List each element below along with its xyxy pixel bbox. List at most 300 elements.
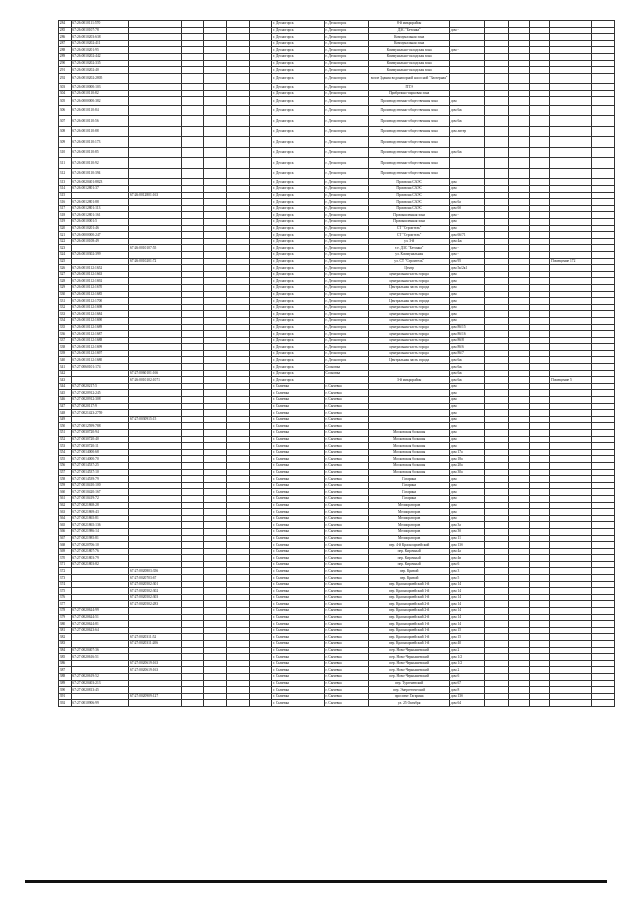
cell-empty bbox=[226, 158, 249, 169]
cell-empty bbox=[249, 641, 272, 648]
cell-empty bbox=[509, 370, 530, 377]
cell-empty bbox=[529, 105, 550, 116]
cell-street: ул. 3-й bbox=[369, 238, 450, 245]
cell-house: дом bbox=[449, 383, 484, 390]
cell-empty bbox=[509, 594, 530, 601]
cell-mun: г. Сычевка bbox=[272, 634, 325, 641]
cell-empty bbox=[591, 271, 614, 278]
cell-mun: г. Сычевка bbox=[272, 608, 325, 615]
cell-empty bbox=[226, 397, 249, 404]
cell-cad2: 67:27:0020619:163 bbox=[129, 667, 182, 674]
table-row bbox=[59, 575, 615, 582]
table-row bbox=[59, 641, 615, 648]
cell-loc: г. Десногорск bbox=[324, 192, 369, 199]
cell-empty bbox=[249, 522, 272, 529]
cell-street: центральная часть города bbox=[369, 311, 450, 318]
cell-mun: г. Сычевка bbox=[272, 489, 325, 496]
cell-empty bbox=[591, 105, 614, 116]
cell-street: центральная часть города bbox=[369, 324, 450, 331]
cell-empty bbox=[249, 84, 272, 91]
cell-empty bbox=[484, 608, 509, 615]
table-row bbox=[59, 621, 615, 628]
cell-cad1 bbox=[71, 416, 129, 423]
cell-cad2 bbox=[129, 469, 182, 476]
cell-empty bbox=[484, 601, 509, 608]
cell-n: 380 bbox=[59, 621, 72, 628]
cell-empty bbox=[591, 575, 614, 582]
cell-mun: г. Десногорск bbox=[272, 90, 325, 97]
cell-empty bbox=[509, 311, 530, 318]
cell-cad2 bbox=[129, 232, 182, 239]
cell-n: 316 bbox=[59, 199, 72, 206]
cell-cad2 bbox=[129, 47, 182, 54]
cell-mun: г. Сычевка bbox=[272, 535, 325, 542]
cell-empty bbox=[204, 423, 227, 430]
cell-house: дом 2 bbox=[449, 667, 484, 674]
cell-empty bbox=[484, 357, 509, 364]
table-row bbox=[59, 199, 615, 206]
cell-empty bbox=[509, 614, 530, 621]
cell-empty bbox=[181, 495, 204, 502]
cell-empty bbox=[226, 324, 249, 331]
cell-loc: г. Сычевка bbox=[324, 548, 369, 555]
cell-empty bbox=[484, 116, 509, 127]
cell-empty bbox=[249, 621, 272, 628]
cell-mun: г. Сычевка bbox=[272, 581, 325, 588]
cell-house: дом 6ж bbox=[449, 357, 484, 364]
table-row bbox=[59, 667, 615, 674]
cell-empty bbox=[204, 251, 227, 258]
cell-n: 333 bbox=[59, 311, 72, 318]
cell-cad2 bbox=[129, 680, 182, 687]
cell-mun: г. Десногорск bbox=[272, 245, 325, 252]
cell-empty bbox=[484, 588, 509, 595]
cell-empty bbox=[529, 298, 550, 305]
cell-empty bbox=[204, 47, 227, 54]
cell-street bbox=[369, 370, 450, 377]
cell-empty bbox=[484, 147, 509, 158]
cell-empty bbox=[181, 568, 204, 575]
cell-empty bbox=[591, 34, 614, 41]
cell-empty bbox=[249, 251, 272, 258]
cell-empty bbox=[226, 542, 249, 549]
cell-empty bbox=[226, 667, 249, 674]
cell-n: 340 bbox=[59, 357, 72, 364]
cell-empty bbox=[484, 469, 509, 476]
table-row bbox=[59, 344, 615, 351]
cell-empty bbox=[249, 238, 272, 245]
cell-street: пер. Красноармейский 1-й bbox=[369, 588, 450, 595]
table-row bbox=[59, 168, 615, 179]
cell-empty bbox=[591, 449, 614, 456]
cell-loc: г. Десногорск bbox=[324, 245, 369, 252]
cell-empty bbox=[509, 489, 530, 496]
cell-n: 306 bbox=[59, 105, 72, 116]
cell-loc: г. Десногорск bbox=[324, 116, 369, 127]
cell-empty bbox=[591, 53, 614, 60]
cell-street: 3-й микрорайон bbox=[369, 377, 450, 384]
cell-empty bbox=[484, 34, 509, 41]
cell-empty bbox=[204, 271, 227, 278]
cell-street: Московская большая bbox=[369, 449, 450, 456]
cell-cad1: 67:26:0010112:1687 bbox=[71, 331, 129, 338]
cell-note bbox=[550, 271, 592, 278]
cell-empty bbox=[226, 370, 249, 377]
cell-loc: г. Десногорск bbox=[324, 331, 369, 338]
cell-empty bbox=[249, 47, 272, 54]
cell-loc: г. Десногорск bbox=[324, 179, 369, 186]
cell-cad2: 67:26:0012801:163 bbox=[129, 192, 182, 199]
cell-note bbox=[550, 317, 592, 324]
cell-empty bbox=[204, 456, 227, 463]
cell-empty bbox=[484, 278, 509, 285]
cell-empty bbox=[529, 84, 550, 91]
cell-empty bbox=[484, 410, 509, 417]
cell-empty bbox=[181, 212, 204, 219]
cell-house: дом bbox=[449, 311, 484, 318]
cell-empty bbox=[249, 647, 272, 654]
cell-cad2: 67:27:0020502:301 bbox=[129, 581, 182, 588]
cell-empty bbox=[249, 73, 272, 84]
cell-street: Производственно-общественная зона bbox=[369, 158, 450, 169]
cell-empty bbox=[204, 693, 227, 700]
cell-n: 355 bbox=[59, 456, 72, 463]
cell-empty bbox=[591, 60, 614, 67]
cell-n: 336 bbox=[59, 331, 72, 338]
cell-house: дом 14 bbox=[449, 614, 484, 621]
cell-empty bbox=[484, 660, 509, 667]
cell-house: дом 1/2 bbox=[449, 654, 484, 661]
cell-empty bbox=[509, 344, 530, 351]
cell-empty bbox=[204, 179, 227, 186]
cell-house: дом 14 bbox=[449, 588, 484, 595]
cell-cad2 bbox=[129, 561, 182, 568]
cell-empty bbox=[484, 423, 509, 430]
cell-mun: г. Сычевка bbox=[272, 627, 325, 634]
cell-empty bbox=[591, 284, 614, 291]
cell-empty bbox=[181, 555, 204, 562]
cell-empty bbox=[181, 601, 204, 608]
cell-empty bbox=[204, 40, 227, 47]
cell-empty bbox=[529, 575, 550, 582]
cell-empty bbox=[204, 654, 227, 661]
cell-empty bbox=[529, 97, 550, 106]
cell-street: Мелиораторов bbox=[369, 528, 450, 535]
cell-mun: г. Десногорск bbox=[272, 47, 325, 54]
cell-note bbox=[550, 647, 592, 654]
table-row bbox=[59, 608, 615, 615]
table-row bbox=[59, 548, 615, 555]
cell-empty bbox=[529, 317, 550, 324]
cell-street: пер. Тургеневский bbox=[369, 680, 450, 687]
cell-house bbox=[449, 90, 484, 97]
cell-loc: г. Сычевка bbox=[324, 555, 369, 562]
cell-empty bbox=[591, 84, 614, 91]
cell-empty bbox=[529, 641, 550, 648]
cell-empty bbox=[181, 53, 204, 60]
cell-cad1: 67:26:0010107:78 bbox=[71, 27, 129, 34]
cell-cad1: 67:27:0020616:51 bbox=[71, 654, 129, 661]
cell-empty bbox=[591, 324, 614, 331]
cell-house: дом bbox=[449, 186, 484, 193]
cell-empty bbox=[529, 34, 550, 41]
cell-empty bbox=[591, 680, 614, 687]
cell-empty bbox=[509, 168, 530, 179]
cell-loc: г. Десногорск bbox=[324, 186, 369, 193]
cell-street: центральная часть города bbox=[369, 350, 450, 357]
cell-empty bbox=[484, 403, 509, 410]
cell-empty bbox=[204, 84, 227, 91]
cell-empty bbox=[509, 462, 530, 469]
cell-empty bbox=[181, 265, 204, 272]
cell-empty bbox=[226, 641, 249, 648]
cell-loc: г. Десногорск bbox=[324, 284, 369, 291]
table-row bbox=[59, 627, 615, 634]
cell-n: 363 bbox=[59, 509, 72, 516]
cell-empty bbox=[484, 47, 509, 54]
cell-note bbox=[550, 528, 592, 535]
cell-empty bbox=[591, 47, 614, 54]
table-row bbox=[59, 687, 615, 694]
cell-note bbox=[550, 304, 592, 311]
cell-n: 322 bbox=[59, 238, 72, 245]
cell-mun: г. Десногорск bbox=[272, 258, 325, 265]
cell-empty bbox=[226, 364, 249, 371]
cell-note bbox=[550, 535, 592, 542]
cell-cad1: 67:26:0010112:1692 bbox=[71, 278, 129, 285]
cell-empty bbox=[529, 390, 550, 397]
cell-n: 352 bbox=[59, 436, 72, 443]
cell-cad1: 67:26:0010112:1689 bbox=[71, 324, 129, 331]
table-row bbox=[59, 337, 615, 344]
cell-empty bbox=[591, 219, 614, 226]
cell-empty bbox=[591, 621, 614, 628]
cell-empty bbox=[181, 324, 204, 331]
cell-cad2 bbox=[129, 673, 182, 680]
cell-empty bbox=[226, 34, 249, 41]
cell-empty bbox=[226, 377, 249, 384]
cell-empty bbox=[249, 147, 272, 158]
cell-loc: г. Сычевка bbox=[324, 601, 369, 608]
cell-empty bbox=[484, 680, 509, 687]
cell-empty bbox=[181, 357, 204, 364]
cell-street: пер. Кирочный bbox=[369, 548, 450, 555]
cell-note bbox=[550, 205, 592, 212]
cell-empty bbox=[509, 116, 530, 127]
cell-empty bbox=[249, 205, 272, 212]
cell-empty bbox=[226, 614, 249, 621]
cell-empty bbox=[204, 588, 227, 595]
cell-empty bbox=[204, 90, 227, 97]
cell-house: дом bbox=[449, 495, 484, 502]
cell-mun: г. Десногорск bbox=[272, 199, 325, 206]
cell-cad2 bbox=[129, 337, 182, 344]
cell-house: дом 6ж bbox=[449, 377, 484, 384]
cell-n: 383 bbox=[59, 641, 72, 648]
cell-street: пер. Красноармейский 1-й bbox=[369, 581, 450, 588]
cell-empty bbox=[529, 548, 550, 555]
cell-cad1: 67:26:0012801:113 bbox=[71, 205, 129, 212]
cell-empty bbox=[509, 647, 530, 654]
cell-mun: г. Десногорск bbox=[272, 364, 325, 371]
cell-empty bbox=[204, 192, 227, 199]
cell-cad2 bbox=[129, 687, 182, 694]
cell-house: дом bbox=[449, 476, 484, 483]
cell-empty bbox=[529, 271, 550, 278]
cell-mun: г. Сычевка bbox=[272, 687, 325, 694]
table-row bbox=[59, 291, 615, 298]
cell-mun: г. Сычевка bbox=[272, 423, 325, 430]
cell-cad2 bbox=[129, 627, 182, 634]
cell-note bbox=[550, 614, 592, 621]
cell-house: дом bbox=[449, 403, 484, 410]
cell-empty bbox=[226, 390, 249, 397]
cell-empty bbox=[249, 350, 272, 357]
cell-street: пер. Красноармейский 2-й bbox=[369, 608, 450, 615]
table-row bbox=[59, 535, 615, 542]
cell-n: 304 bbox=[59, 90, 72, 97]
cell-empty bbox=[181, 73, 204, 84]
cell-cad1 bbox=[71, 581, 129, 588]
cell-note bbox=[550, 436, 592, 443]
cell-house: дом bbox=[449, 502, 484, 509]
cell-cad1: 67:27:0021865:81 bbox=[71, 515, 129, 522]
cell-cad1: 67:26:0010112:1688 bbox=[71, 337, 129, 344]
cell-empty bbox=[226, 634, 249, 641]
cell-house: дом 14 bbox=[449, 608, 484, 615]
cell-street: Промзона САЭС bbox=[369, 199, 450, 206]
cell-cad1: 67:26:0010110:92 bbox=[71, 158, 129, 169]
cell-empty bbox=[509, 225, 530, 232]
cell-empty bbox=[484, 641, 509, 648]
table-row bbox=[59, 482, 615, 489]
cell-note bbox=[550, 495, 592, 502]
cell-empty bbox=[591, 462, 614, 469]
cell-empty bbox=[181, 660, 204, 667]
cell-n: 354 bbox=[59, 449, 72, 456]
cell-loc: г. Десногорск bbox=[324, 40, 369, 47]
cell-mun: г. Десногорск bbox=[272, 168, 325, 179]
cell-cad1: 67:27:0020624:81 bbox=[71, 621, 129, 628]
cell-empty bbox=[181, 614, 204, 621]
cell-empty bbox=[529, 634, 550, 641]
cell-mun: г. Десногорск bbox=[272, 265, 325, 272]
cell-empty bbox=[484, 482, 509, 489]
table-row bbox=[59, 40, 615, 47]
cell-empty bbox=[529, 482, 550, 489]
cell-empty bbox=[529, 403, 550, 410]
cell-n: 331 bbox=[59, 298, 72, 305]
cell-empty bbox=[181, 364, 204, 371]
cell-empty bbox=[529, 304, 550, 311]
cell-empty bbox=[249, 60, 272, 67]
cell-note bbox=[550, 73, 592, 84]
cell-empty bbox=[529, 601, 550, 608]
cell-street: Коммунально-складская зона bbox=[369, 47, 450, 54]
cell-loc: г. Десногорск bbox=[324, 97, 369, 106]
cell-loc: г. Сычевка bbox=[324, 462, 369, 469]
cell-mun: г. Десногорск bbox=[272, 377, 325, 384]
cell-mun: г. Десногорск bbox=[272, 67, 325, 74]
cell-mun: г. Десногорск bbox=[272, 137, 325, 148]
cell-street: ул. Коммунальная bbox=[369, 251, 450, 258]
cell-cad1: 67:26:0012801:88 bbox=[71, 199, 129, 206]
cell-empty bbox=[226, 73, 249, 84]
cell-house: дом bbox=[449, 97, 484, 106]
table-row bbox=[59, 271, 615, 278]
cell-empty bbox=[249, 449, 272, 456]
cell-street: пер. Кривой bbox=[369, 575, 450, 582]
cell-house: дом bbox=[449, 482, 484, 489]
cell-house: дом 30а bbox=[449, 469, 484, 476]
cell-empty bbox=[226, 97, 249, 106]
cell-empty bbox=[181, 238, 204, 245]
cell-empty bbox=[509, 608, 530, 615]
cell-note: Помещение 5 bbox=[550, 377, 592, 384]
cell-cad2 bbox=[129, 700, 182, 707]
cell-cad2 bbox=[129, 186, 182, 193]
table-row bbox=[59, 73, 615, 84]
cell-empty bbox=[249, 311, 272, 318]
cell-empty bbox=[484, 495, 509, 502]
cell-street: Промзона САЭС bbox=[369, 186, 450, 193]
cell-empty bbox=[484, 199, 509, 206]
cell-empty bbox=[484, 324, 509, 331]
cell-empty bbox=[226, 548, 249, 555]
cell-empty bbox=[181, 97, 204, 106]
cell-empty bbox=[591, 67, 614, 74]
cell-n: 359 bbox=[59, 482, 72, 489]
cell-n: 307 bbox=[59, 116, 72, 127]
cell-n: 377 bbox=[59, 601, 72, 608]
cell-empty bbox=[226, 581, 249, 588]
cell-empty bbox=[529, 126, 550, 137]
cell-cad1: 67:26:0010201:46 bbox=[71, 225, 129, 232]
cell-mun: г. Десногорск bbox=[272, 317, 325, 324]
cell-cad2 bbox=[129, 265, 182, 272]
cell-n: 361 bbox=[59, 495, 72, 502]
cell-empty bbox=[204, 317, 227, 324]
cell-street: пер. Ново-Чернышевский bbox=[369, 667, 450, 674]
cell-empty bbox=[204, 245, 227, 252]
cell-street bbox=[369, 423, 450, 430]
cell-mun: г. Сычевка bbox=[272, 614, 325, 621]
cell-cad2 bbox=[129, 331, 182, 338]
cell-empty bbox=[484, 225, 509, 232]
cell-empty bbox=[204, 265, 227, 272]
cell-empty bbox=[509, 219, 530, 226]
cell-cad2: 67:27:0020703:67 bbox=[129, 575, 182, 582]
cell-empty bbox=[204, 621, 227, 628]
cell-empty bbox=[226, 449, 249, 456]
cell-loc: г. Десногорск bbox=[324, 304, 369, 311]
cell-empty bbox=[249, 258, 272, 265]
table-row bbox=[59, 430, 615, 437]
cell-empty bbox=[591, 199, 614, 206]
cell-empty bbox=[591, 634, 614, 641]
cell-empty bbox=[204, 660, 227, 667]
table-row bbox=[59, 377, 615, 384]
table-row bbox=[59, 298, 615, 305]
cell-note bbox=[550, 324, 592, 331]
cell-loc: г. Сычевка bbox=[324, 693, 369, 700]
cell-empty bbox=[484, 647, 509, 654]
cell-cad2: 67:26:0010102:1071 bbox=[129, 377, 182, 384]
cell-empty bbox=[591, 344, 614, 351]
cell-n: 317 bbox=[59, 205, 72, 212]
cell-house: дом bbox=[449, 397, 484, 404]
cell-mun: г. Десногорск bbox=[272, 357, 325, 364]
